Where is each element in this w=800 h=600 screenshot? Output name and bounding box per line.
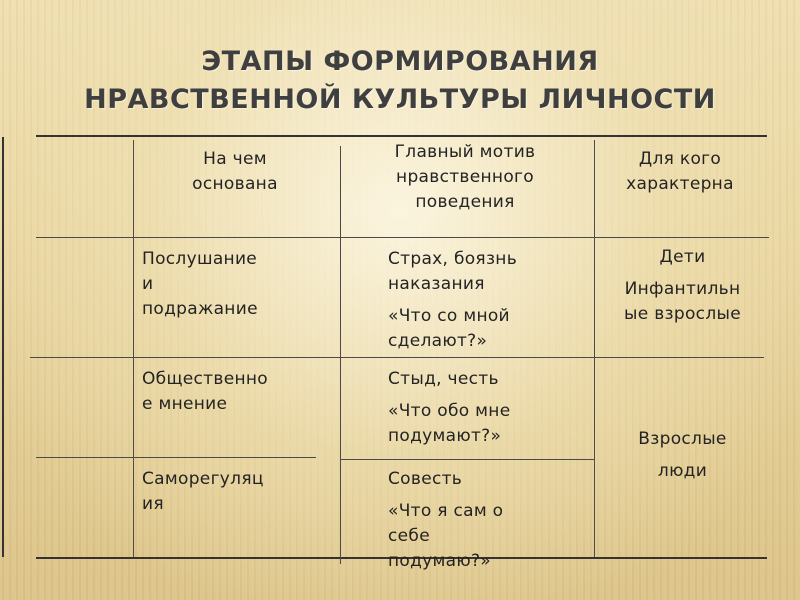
motive-line: Стыд, честь — [388, 369, 499, 389]
column-divider-1 — [133, 140, 134, 557]
who-children: Дети — [659, 247, 706, 267]
row-divider-2-left — [36, 457, 316, 458]
table-top-border — [36, 135, 767, 137]
who-adults-line: Взрослые — [638, 429, 727, 449]
row-1-motive — [388, 247, 588, 354]
who-infantile-line: ые взрослые — [624, 304, 741, 324]
quote-line: «Что я сам о — [388, 501, 504, 521]
row-2-motive — [388, 367, 588, 449]
header-basis-line: На чем — [203, 149, 267, 169]
header-who — [605, 147, 755, 197]
row-1-who — [600, 245, 765, 327]
table-left-border — [2, 137, 4, 557]
quote-line: подумают?» — [388, 426, 502, 446]
motive-line: Страх, боязнь — [388, 249, 518, 269]
header-divider — [36, 237, 769, 238]
quote-line: подумаю?» — [388, 551, 492, 571]
slide-title-line-1: ЭТАПЫ ФОРМИРОВАНИЯ — [201, 46, 599, 77]
row-2-basis — [142, 367, 332, 417]
header-who-line: характерна — [626, 174, 734, 194]
slide-title-line-2: НРАВСТВЕННОЙ КУЛЬТУРЫ ЛИЧНОСТИ — [84, 84, 716, 115]
basis-line: Саморегуляц — [142, 469, 264, 489]
header-motive — [350, 140, 580, 215]
row-divider-2-mid — [340, 459, 594, 460]
row-3-basis — [142, 467, 332, 517]
row-1-basis — [142, 247, 332, 322]
motive-line: Совесть — [388, 469, 463, 489]
basis-line: подражание — [142, 299, 258, 319]
motive-line: наказания — [388, 274, 485, 294]
header-basis-line: основана — [192, 174, 278, 194]
row-divider-1 — [30, 357, 764, 358]
who-adults-line: люди — [657, 461, 708, 481]
header-motive-line: Главный мотив — [394, 142, 536, 162]
basis-line: ия — [142, 494, 164, 514]
header-basis — [150, 147, 320, 197]
header-who-line: Для кого — [638, 149, 722, 169]
column-divider-2 — [340, 146, 341, 564]
row-3-motive — [388, 467, 588, 574]
quote-line: «Что обо мне — [388, 401, 511, 421]
column-divider-3 — [594, 140, 595, 557]
who-adults — [600, 427, 765, 484]
header-motive-line: поведения — [415, 192, 515, 212]
who-infantile-line: Инфантильн — [624, 279, 741, 299]
quote-line: себе — [388, 526, 430, 546]
basis-line: и — [142, 274, 154, 294]
basis-line: е мнение — [142, 394, 228, 414]
quote-line: «Что со мной — [388, 306, 510, 326]
quote-line: сделают?» — [388, 331, 488, 351]
basis-line: Послушание — [142, 249, 258, 269]
header-motive-line: нравственного — [396, 167, 534, 187]
basis-line: Общественно — [142, 369, 268, 389]
